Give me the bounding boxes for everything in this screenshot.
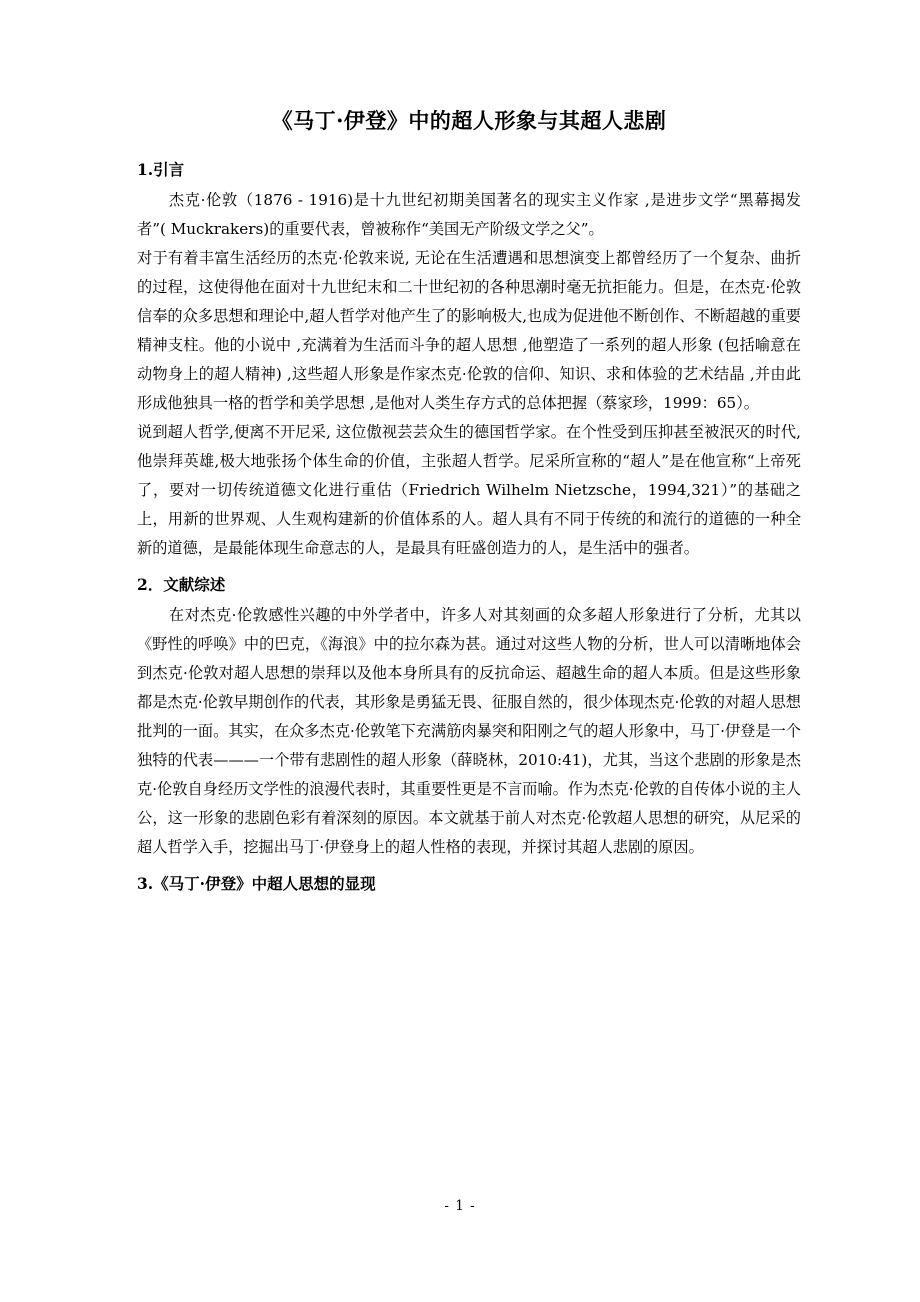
section-heading-2: 2．文献综述: [137, 575, 226, 594]
section-heading-3: 3.《马丁·伊登》中超人思想的显现: [137, 874, 376, 893]
section-heading-1: 1.引言: [137, 160, 185, 179]
paragraph-1-2: 对于有着丰富生活经历的杰克·伦敦来说, 无论在生活遭遇和思想演变上都曾经历了一个复杂、曲折的过程，这使得他在面对十九世纪末和二十世纪初的各种思潮时毫无抗拒能力。但是，在杰克·伦敦信奉的众多思想和理论中,超人哲学对他产生了的影响极大,也成为促进他不断创作、不断超越的重要精神支柱。他的小说中 ,充满着为生活而斗争的超人思想 ,他塑造了一系列的超人形象 (包括喻意在动物身上的超人精神) ,这些超人形象是作家杰克·伦敦的信仰、知识、求和体验的艺术结晶 ,并由此形成他独具一格的哲学和美学思想 ,是他对人类生存方式的总体把握（蔡家珍，1999：65）。: [137, 249, 801, 412]
page-number-footer: - 1 -: [444, 1198, 476, 1214]
page-title: 《马丁·伊登》中的超人形象与其超人悲剧: [271, 108, 667, 133]
page-content: [137, 104, 801, 900]
paragraph-1-3: 说到超人哲学,便离不开尼采, 这位傲视芸芸众生的德国哲学家。在个性受到压抑甚至被泯灭的时代, 他崇拜英雄,极大地张扬个体生命的价值，主张超人哲学。尼采所宣称的“超人”是在他宣称“上帝死了，要对一切传统道德文化进行重估（Friedrich Wilhelm Nietzsche，1994,321）”的基础之上，用新的世界观、人生观构建新的价值体系的人。超人具有不同于传统的和流行的道德的一种全新的道德，是最能体现生命意志的人，是最具有旺盛创造力的人，是生活中的强者。: [137, 423, 801, 557]
paragraph-1-1: 杰克·伦敦（1876 - 1916)是十九世纪初期美国著名的现实主义作家 ,是进步文学“黑幕揭发者”( Muckrakers)的重要代表，曾被称作“美国无产阶级文学之父”。: [137, 191, 801, 238]
paragraph-2-1: 在对杰克·伦敦感性兴趣的中外学者中，许多人对其刻画的众多超人形象进行了分析，尤其以《野性的呼唤》中的巴克，《海浪》中的拉尔森为甚。通过对这些人物的分析，世人可以清晰地体会到杰克·伦敦对超人思想的崇拜以及他本身所具有的反抗命运、超越生命的超人本质。但是这些形象都是杰克·伦敦早期创作的代表，其形象是勇猛无畏、征服自然的，很少体现杰克·伦敦的对超人思想批判的一面。其实，在众多杰克·伦敦笔下充满筋肉暴突和阳刚之气的超人形象中，马丁·伊登是一个独特的代表———一个带有悲剧性的超人形象（薛晓林，2010:41)，尤其，当这个悲剧的形象是杰克·伦敦自身经历文学性的浪漫代表时，其重要性更是不言而喻。作为杰克·伦敦的自传体小说的主人公，这一形象的悲剧色彩有着深刻的原因。本文就基于前人对杰克·伦敦超人思想的研究，从尼采的超人哲学入手，挖掘出马丁·伊登身上的超人性格的表现，并探讨其超人悲剧的原因。: [137, 606, 801, 856]
